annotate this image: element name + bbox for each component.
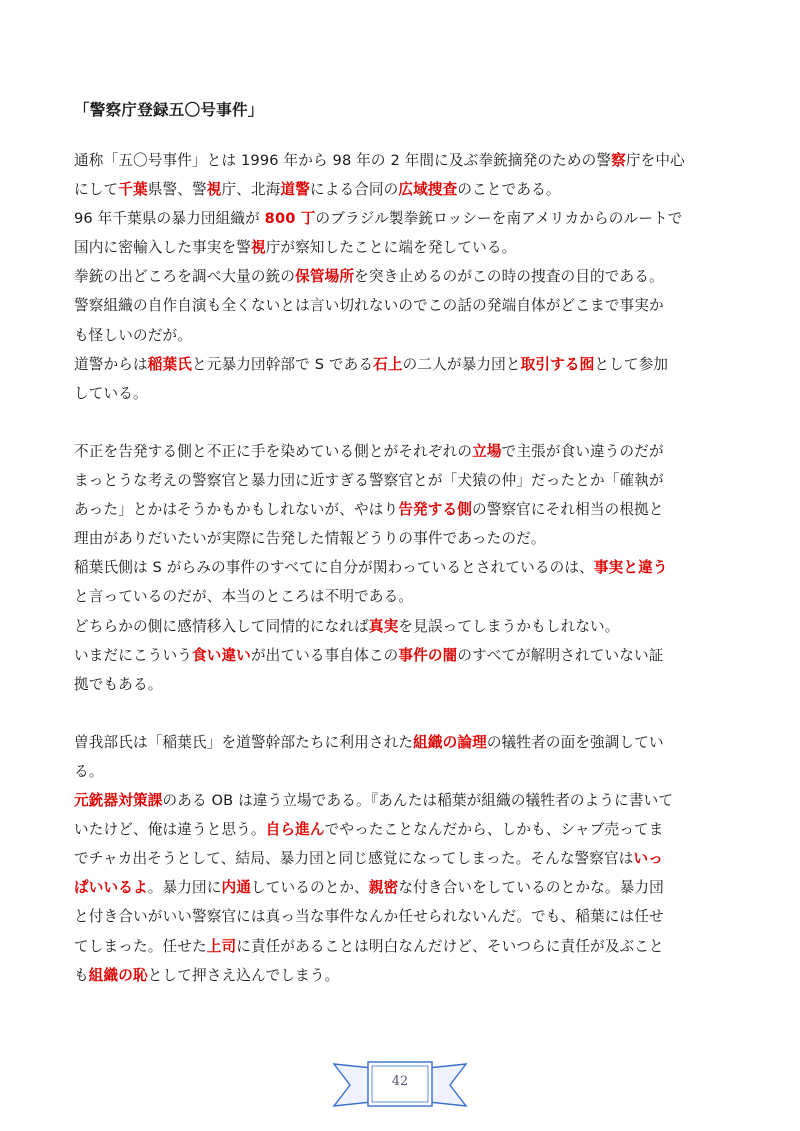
- text-line: [74, 553, 730, 582]
- text-segment: 理由がありだいたいが実際に告発した情報どうりの事件であったのだ。: [74, 530, 546, 548]
- text-segment: 庁を中心: [625, 152, 685, 169]
- text-line: [74, 757, 730, 786]
- highlighted-term: 真実: [368, 617, 399, 635]
- text-segment: いまだにこういう: [74, 646, 192, 664]
- highlighted-term: 立場: [472, 442, 502, 460]
- text-segment: を突き止めるのがこの時の捜査の目的である。: [354, 268, 664, 286]
- paragraph-gap: [74, 408, 730, 437]
- highlighted-term: 稲葉氏: [147, 355, 192, 373]
- highlighted-term: 保管場所: [295, 268, 355, 286]
- highlighted-term: 自ら進ん: [265, 821, 325, 839]
- text-line: [74, 902, 730, 931]
- text-segment: として参加: [594, 355, 669, 373]
- text-line: [74, 233, 730, 262]
- highlighted-term: 視: [206, 181, 222, 199]
- text-segment: 拠でもある。: [74, 675, 163, 693]
- text-segment: で主張が食い違うのだが: [501, 442, 664, 460]
- text-segment: の二人が暴力団と: [402, 355, 521, 373]
- text-segment: まっとうな考えの警察官と暴力団に近すぎる警察官とが「犬猿の仲」だったとか「確執が: [74, 472, 664, 490]
- paragraph: [74, 728, 730, 990]
- text-segment: と付き合いがいい警察官には真っ当な事件なんか任せられないんだ。でも、稲葉には任せ: [74, 908, 664, 926]
- highlighted-term: 内通: [221, 879, 251, 897]
- text-segment: でやったことなんだから、しかも、シャブ売ってま: [324, 821, 664, 839]
- text-line: [74, 873, 730, 902]
- highlighted-term: 上司: [206, 937, 237, 955]
- text-line: [74, 961, 730, 990]
- text-line: [74, 350, 730, 379]
- text-line: [74, 844, 730, 873]
- text-line: [74, 204, 730, 233]
- text-segment: いたけど、俺は違うと思う。: [74, 821, 266, 839]
- text-line: [74, 612, 730, 641]
- text-segment: のすべてが解明されていない証: [457, 646, 664, 664]
- text-line: [74, 815, 730, 844]
- text-segment: あった」とかはそうかもかもしれないが、やはり: [74, 501, 399, 519]
- text-segment: 県警、警: [147, 181, 207, 199]
- text-segment: と元暴力団幹部で S である: [191, 355, 374, 373]
- highlighted-term: 石上: [373, 355, 403, 373]
- text-segment: 通称「五〇号事件」とは 1996 年から 98 年の 2 年間に及ぶ拳銃摘発のための警: [74, 152, 612, 169]
- text-segment: しているのとか、: [250, 879, 369, 897]
- highlighted-term: 事実と違う: [593, 559, 668, 577]
- page-number: 42: [391, 1074, 409, 1089]
- text-segment: のある OB は違う立場である。『あんたは稲葉が組織の犠牲者のように書いて: [162, 792, 674, 810]
- text-segment: 道警からは: [74, 355, 148, 373]
- text-segment: のブラジル製拳銃ロッシーを南アメリカからのルートで: [315, 210, 683, 228]
- text-segment: 曽我部氏は「稲葉氏」を道警幹部たちに利用された: [74, 733, 414, 751]
- text-segment: な付き合いをしているのとかな。暴力団: [398, 879, 664, 897]
- text-line: [74, 641, 730, 670]
- text-segment: 国内に密輸入した事実を警: [74, 239, 251, 257]
- text-line: [74, 932, 730, 961]
- text-segment: 拳銃の出どころを調べ大量の銃の: [74, 268, 296, 286]
- highlighted-term: 組織の論理: [413, 733, 487, 751]
- text-segment: 不正を告発する側と不正に手を染めている側とがそれぞれの: [74, 442, 473, 460]
- text-segment: どちらかの側に感情移入して同情的になれば: [74, 617, 369, 635]
- text-line: [74, 437, 730, 466]
- highlighted-term: 組織の恥: [88, 966, 148, 984]
- highlighted-term: 事件の闇: [398, 646, 458, 664]
- highlighted-term: 視: [250, 239, 266, 257]
- highlighted-term: 親密: [368, 879, 399, 897]
- highlighted-term: ぱいいるよ: [74, 879, 148, 897]
- text-segment: と言っているのだが、本当のところは不明である。: [74, 588, 414, 606]
- text-line: [74, 466, 730, 495]
- text-segment: 庁が察知したことに端を発している。: [265, 239, 517, 257]
- text-line: [74, 728, 730, 757]
- text-segment: 庁、北海: [221, 181, 281, 199]
- text-segment: 稲葉氏側は S がらみの事件のすべてに自分が関わっているとされているのは、: [74, 559, 594, 577]
- text-line: [74, 495, 730, 524]
- text-segment: でチャカ出そうとして、結局、暴力団と同じ感覚になってしまった。そんな警察官は: [74, 850, 634, 868]
- highlighted-term: 元銃器対策課: [74, 792, 163, 810]
- document-body: [74, 146, 730, 990]
- text-segment: の犠牲者の面を強調してい: [486, 733, 664, 751]
- highlighted-term: 取引する囮: [520, 355, 595, 373]
- text-segment: が出ている事自体この: [250, 646, 399, 664]
- text-segment: にして: [74, 181, 119, 199]
- text-line: [74, 524, 730, 553]
- text-line: [74, 175, 730, 204]
- text-line: [74, 321, 730, 350]
- text-segment: も: [74, 966, 89, 984]
- text-segment: る。: [74, 762, 104, 780]
- paragraph: [74, 146, 730, 408]
- text-line: [74, 146, 730, 175]
- text-segment: している。: [74, 384, 148, 402]
- text-segment: のことである。: [457, 181, 561, 199]
- text-line: [74, 291, 730, 320]
- text-segment: 警察組織の自作自演も全くないとは言い切れないのでこの話の発端自体がどこまで事実か: [74, 297, 664, 315]
- text-segment: として押さえ込んでしまう。: [147, 966, 340, 984]
- text-segment: も怪しいのだが。: [74, 326, 192, 344]
- text-segment: てしまった。任せた: [74, 937, 207, 955]
- text-segment: による合同の: [309, 181, 399, 199]
- text-segment: 96 年千葉県の暴力団組織が: [74, 210, 265, 228]
- page-footer: [332, 1058, 468, 1112]
- highlighted-term: 道警: [280, 181, 310, 199]
- text-segment: の警察官にそれ相当の根拠と: [471, 501, 664, 519]
- text-line: [74, 582, 730, 611]
- text-segment: 。暴力団に: [147, 879, 222, 897]
- highlighted-term: 広域捜査: [398, 181, 458, 199]
- highlighted-term: 千葉: [118, 181, 148, 199]
- highlighted-term: いっ: [633, 850, 664, 868]
- text-segment: を見誤ってしまうかもしれない。: [398, 617, 620, 635]
- text-segment: に責任があることは明白なんだけど、そいつらに責任が及ぶこと: [236, 937, 664, 955]
- text-line: [74, 262, 730, 291]
- paragraph: [74, 437, 730, 699]
- highlighted-term: 800 丁: [264, 210, 316, 228]
- highlighted-term: 察: [611, 152, 626, 169]
- paragraph-gap: [74, 699, 730, 728]
- text-line: [74, 379, 730, 408]
- document-title: 「警察庁登録五〇号事件」: [74, 101, 264, 119]
- text-line: [74, 670, 730, 699]
- highlighted-term: 告発する側: [398, 501, 472, 519]
- text-line: [74, 786, 730, 815]
- highlighted-term: 食い違い: [191, 646, 251, 664]
